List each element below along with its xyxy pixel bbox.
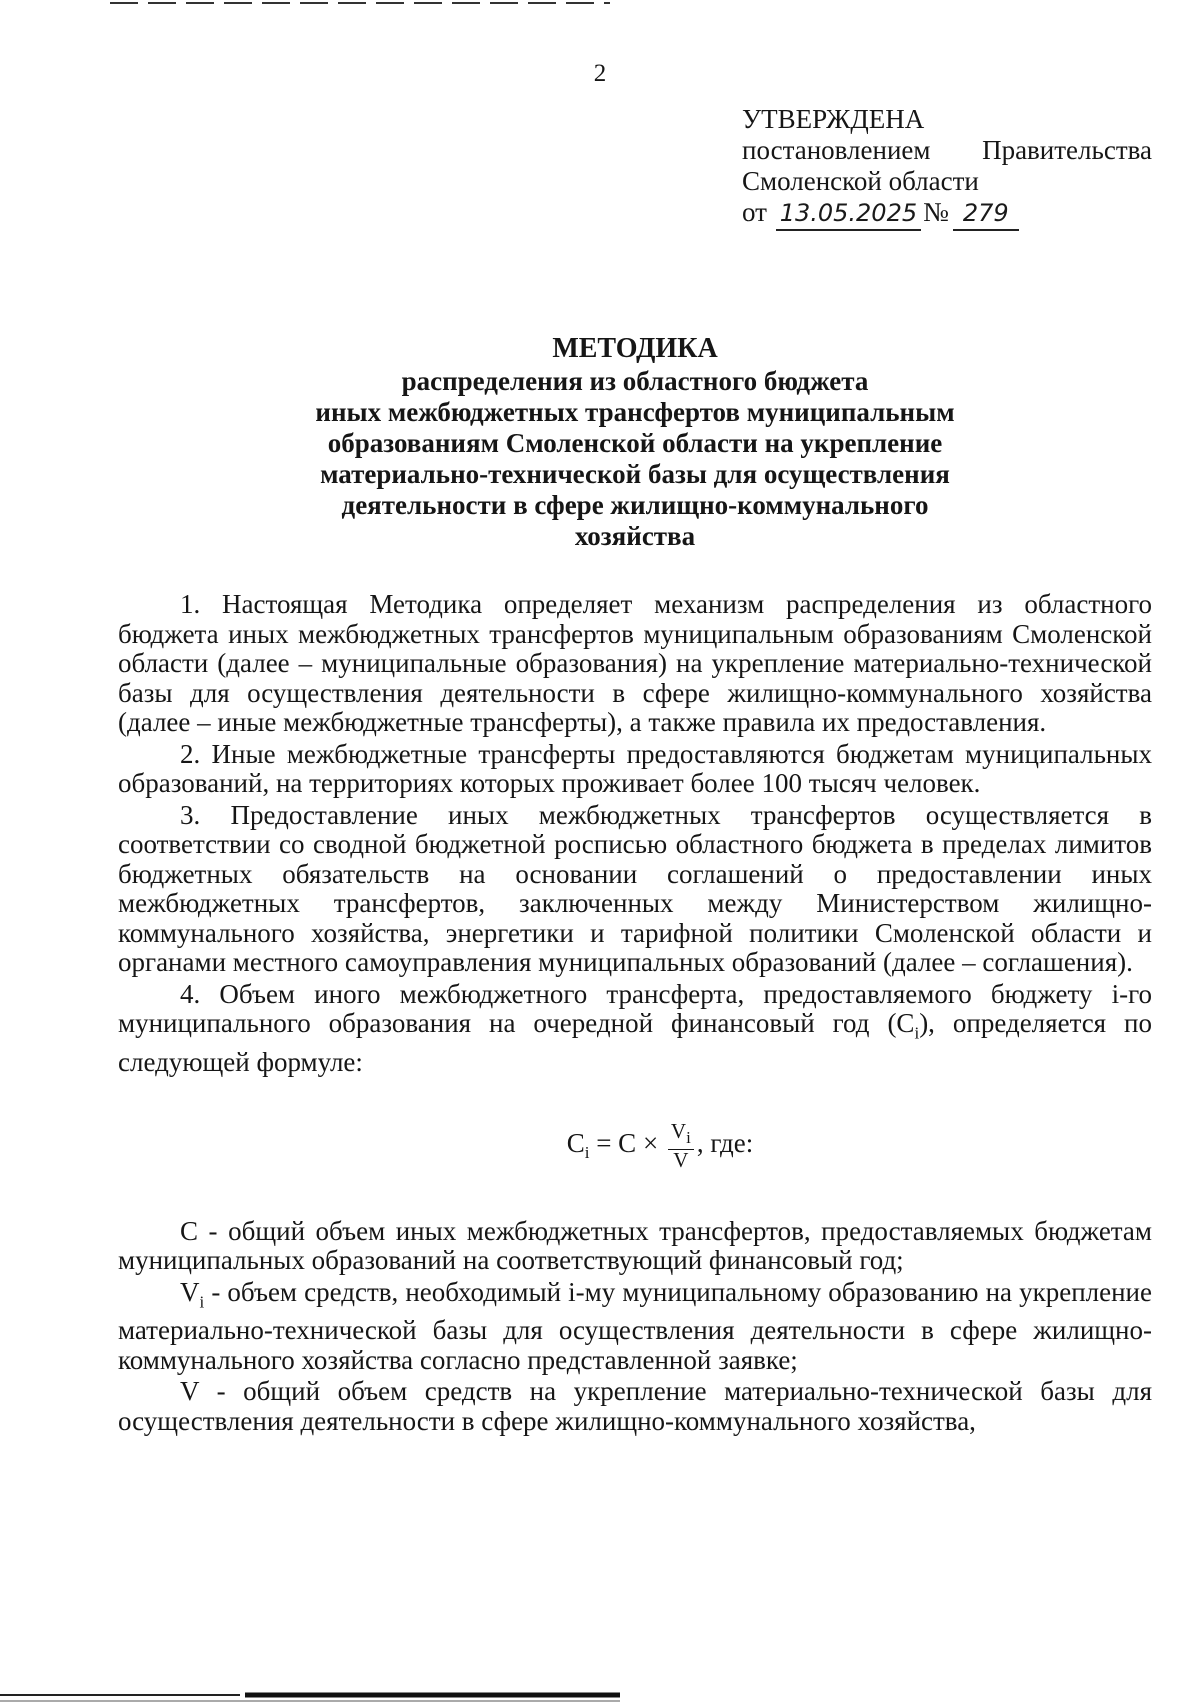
fraction-denominator: V (673, 1147, 689, 1172)
number-sign: № (923, 197, 949, 227)
approval-word-resolution: постановлением (742, 135, 931, 165)
scan-artifact-top (110, 0, 610, 6)
approval-heading: УТВЕРЖДЕНА (742, 104, 925, 134)
title-line: иных межбюджетных трансфертов муниципальным (315, 397, 955, 427)
date-prefix: от (742, 197, 767, 227)
document-body (118, 590, 1152, 1438)
paragraph-4 (118, 980, 1152, 1078)
numerator-sub: i (686, 1128, 691, 1148)
page-number: 2 (593, 60, 607, 87)
title-line: хозяйства (574, 521, 696, 551)
handwritten-date: 13.05.2025 (776, 198, 921, 231)
document-title (250, 333, 1020, 552)
formula-eq: = C × (589, 1128, 659, 1159)
paragraph-4-text-b: ), определяется по следующей формуле: (118, 1008, 1153, 1077)
formula-lhs-sub: i (584, 1143, 590, 1163)
scan-artifact-bottom (0, 1691, 620, 1705)
approval-region: Смоленской области (742, 166, 979, 196)
formula-fraction (668, 1121, 694, 1170)
paragraph-1: 1. Настоящая Методика определяет механизм распределения из областного бюджета иных межбюджетных трансфертов муниципальным образованиям Смоленской области (далее – муниципальные образования) на укрепление материально-технической базы для осуществления деятельности в сфере жилищно-коммунального хозяйства (далее – иные межбюджетные трансферты), а также правила их предоставления. (118, 589, 1152, 737)
fraction-numerator (668, 1121, 694, 1149)
formula (118, 1121, 1152, 1170)
approval-word-government: Правительства (982, 135, 1152, 165)
definition-c: C - общий объем иных межбюджетных трансфертов, предоставляемых бюджетам муниципальных образований на соответствующий финансовый год; (118, 1215, 1152, 1276)
definition-v: V - общий объем средств на укрепление материально-технической базы для осуществления деятельности в сфере жилищно-коммунального хозяйства, (118, 1376, 1152, 1436)
paragraph-2: 2. Иные межбюджетные трансферты предоставляются бюджетам муниципальных образований, на территориях которых проживает более 100 тысяч человек. (118, 738, 1152, 798)
formula-lhs: C (566, 1128, 585, 1159)
title-line: образованиям Смоленской области на укрепление (327, 428, 943, 458)
definition-vi (118, 1278, 1152, 1376)
title-line: деятельности в сфере жилищно-коммунального (341, 490, 929, 520)
vi-text: - объем средств, необходимый i-му муниципальному образованию на укрепление материально-технической базы для осуществления деятельности в сфере жилищно-коммунального хозяйства согласно представленной заявке; (118, 1276, 1152, 1375)
paragraph-4-subscript: i (914, 1023, 920, 1043)
approval-stamp (742, 104, 1152, 231)
paragraph-4-text-a: 4. Объем иного межбюджетного трансферта, предоставляемого бюджету i-го муниципального образования на очередной финансовый год (C (118, 978, 1152, 1038)
title-line: материально-технической базы для осуществления (320, 459, 950, 489)
title-line: распределения из областного бюджета (401, 366, 869, 396)
formula-tail: , где: (696, 1128, 754, 1159)
approval-date-line (742, 197, 1152, 231)
approval-line-2 (742, 135, 1152, 166)
numerator-symbol: V (670, 1119, 687, 1144)
vi-symbol: V (180, 1276, 200, 1307)
title-main: МЕТОДИКА (552, 333, 718, 364)
vi-subscript: i (199, 1291, 205, 1311)
paragraph-3: 3. Предоставление иных межбюджетных трансфертов осуществляется в соответствии со сводной бюджетной росписью областного бюджета в пределах лимитов бюджетных обязательств на основании соглашений о предоставлении иных межбюджетных трансфертов, заключенных между Министерством жилищно-коммунального хозяйства, энергетики и тарифной политики Смоленской области и органами местного самоуправления муниципальных образований (далее – соглашения). (118, 799, 1152, 977)
handwritten-number: 279 (953, 198, 1019, 231)
